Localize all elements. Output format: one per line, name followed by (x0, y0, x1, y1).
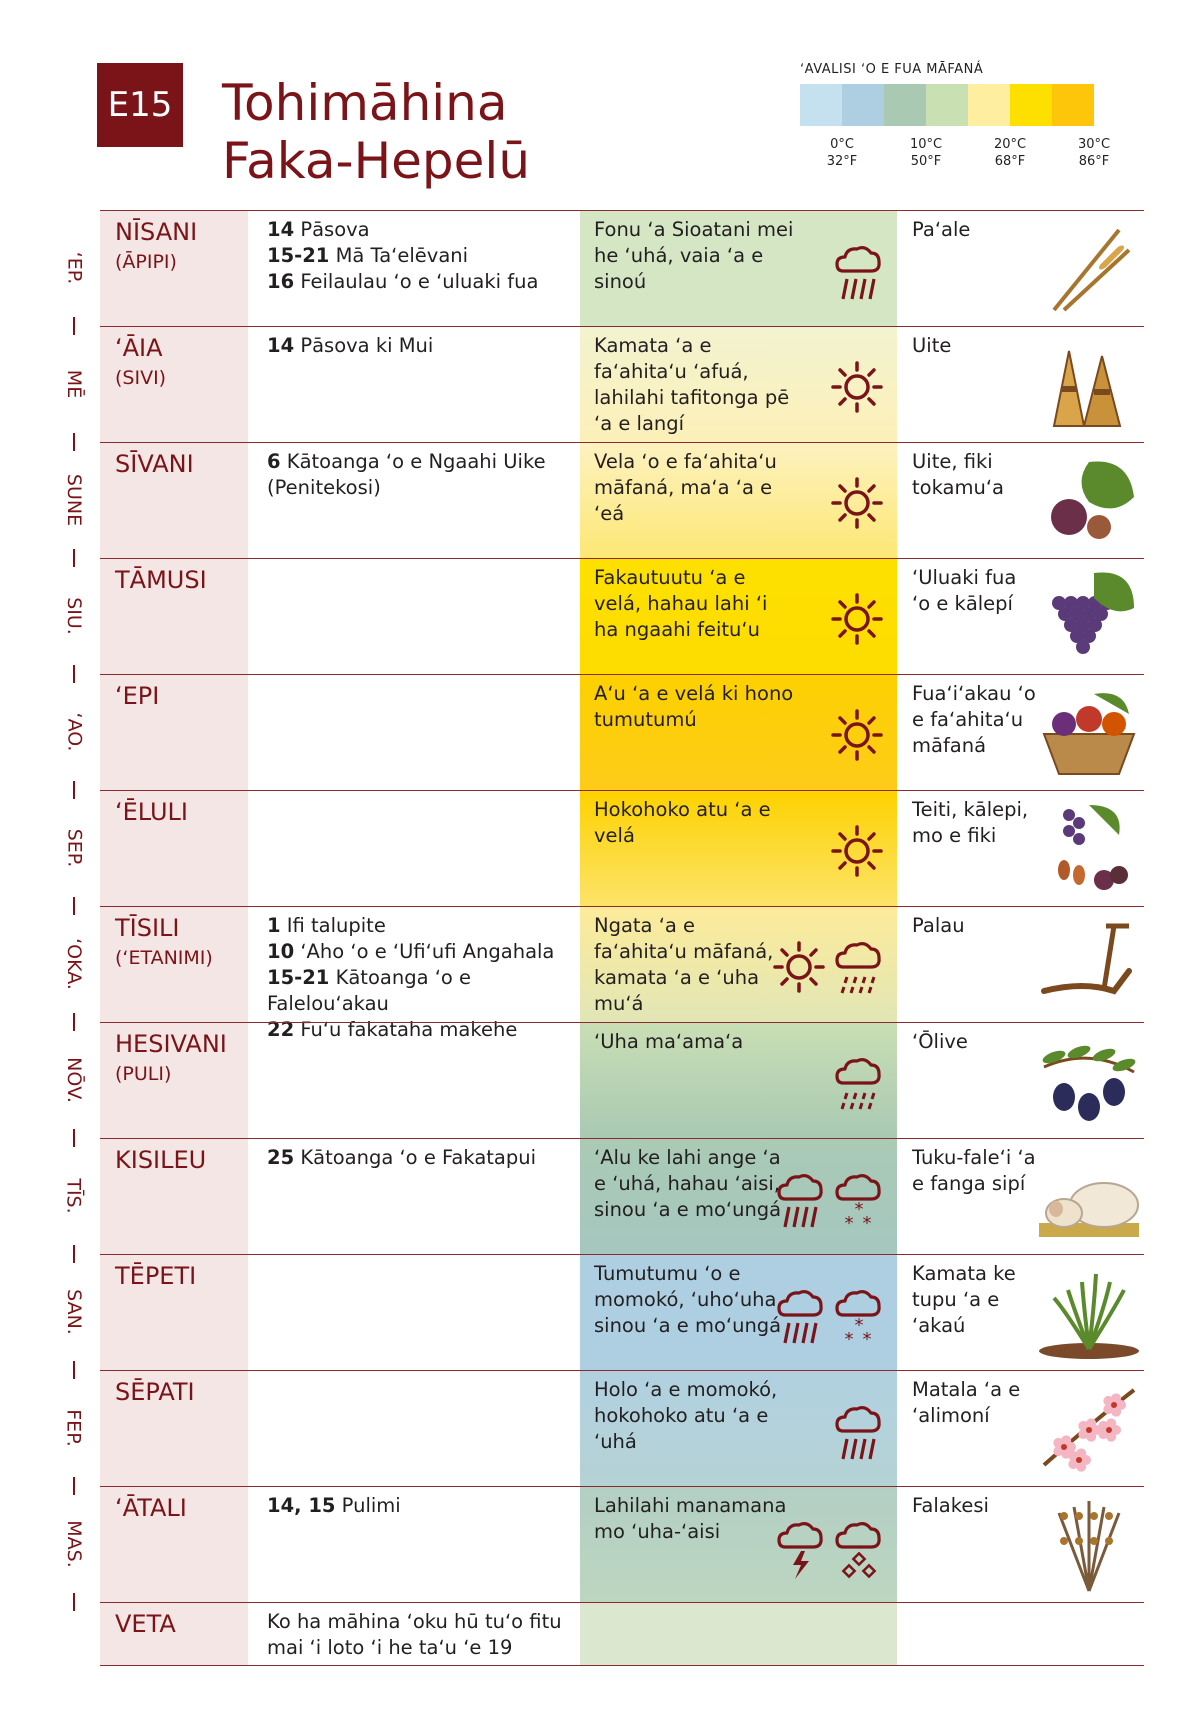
event-text: Mā Taʻelēvani (329, 244, 469, 267)
legend-swatch (968, 84, 1010, 126)
weather-cell (580, 1255, 897, 1371)
weather-icons (771, 937, 885, 1005)
hebrew-month-alt-name: (PULI) (115, 1063, 172, 1085)
gregorian-divider (73, 1129, 75, 1147)
grapes-icon (1034, 563, 1144, 667)
event-text: Pāsova (294, 218, 370, 241)
hebrew-month-alt-name: (ʻETANIMI) (115, 947, 213, 969)
weather-icons (833, 1053, 885, 1121)
event-text: Kātoanga ʻo e Fakatapui (294, 1146, 537, 1169)
event-text: Ko ha māhina ʻoku hū tuʻo fitu mai ʻi loto ʻi he taʻu ʻe 19 (267, 1610, 562, 1659)
gregorian-divider (73, 1593, 75, 1611)
event-text: ʻAho ʻo e ʻUfiʻufi Angahala (294, 940, 555, 963)
events-cell (267, 217, 577, 295)
crop-text: Uite (912, 334, 952, 357)
tick-celsius: 20°C (993, 137, 1027, 152)
event-date: 1 (267, 914, 281, 937)
month-row (100, 442, 1144, 559)
hebrew-month-name: TĪSILI (115, 914, 180, 942)
weather-cell (580, 1487, 897, 1603)
event-date: 14 (267, 334, 295, 357)
month-row (100, 558, 1144, 675)
weather-cell (580, 559, 897, 675)
events-cell (267, 1609, 577, 1661)
gregorian-month-label (44, 470, 104, 530)
sheep-icon (1034, 1143, 1144, 1247)
weather-cell (580, 327, 897, 443)
weather-icons (829, 473, 885, 537)
gregorian-divider (73, 1245, 75, 1263)
crop-text: Uite, fiki tokamuʻa (912, 450, 1004, 499)
legend-tick-0 (812, 136, 872, 170)
weather-text: Aʻu ʻa e velá ki hono tumutumú (594, 682, 794, 731)
event-item (267, 939, 577, 965)
gregorian-divider (73, 317, 75, 335)
event-text: Kātoanga ʻo e Falelouʻakau (267, 966, 472, 1015)
weather-icons (829, 589, 885, 653)
svg-text:*: * (854, 1315, 864, 1336)
event-item (267, 217, 577, 243)
month-row (100, 1602, 1144, 1666)
hebrew-month-name: ʻĀTALI (115, 1494, 187, 1522)
gregorian-month-label (44, 1050, 104, 1110)
events-cell (267, 1493, 577, 1519)
event-item (267, 965, 577, 1017)
weather-text: Hokohoko atu ʻa e velá (594, 798, 771, 847)
gregorian-divider (73, 781, 75, 799)
legend-swatch (926, 84, 968, 126)
hebrew-month-name: TĒPETI (115, 1262, 197, 1290)
gregorian-month-text: NŌV. (62, 1057, 85, 1103)
rain-cloud-icon (833, 1401, 885, 1469)
hebrew-month-name: ʻĀIA (115, 334, 163, 362)
legend-tick-2 (980, 136, 1040, 170)
crop-text: Palau (912, 914, 965, 937)
weather-text: Fakautuutu ʻa e velá, hahau lahi ʻi ha ngaahi feituʻu (594, 566, 768, 641)
month-row (100, 1138, 1144, 1255)
legend-title: ʻAVALISI ʻO E FUA MĀFANÁ (800, 62, 984, 77)
events-cell (267, 449, 577, 501)
weather-cell (580, 1371, 897, 1487)
event-item (267, 1493, 577, 1519)
rain-cloud-icon (775, 1285, 827, 1353)
crop-text: Tuku-faleʻi ʻa e fanga sipí (912, 1146, 1036, 1195)
hail-cloud-icon (833, 1517, 885, 1585)
month-row (100, 1022, 1144, 1139)
weather-cell (580, 791, 897, 907)
event-text: Pulimi (335, 1494, 401, 1517)
event-date: 6 (267, 450, 281, 473)
weather-cell (580, 675, 897, 791)
weather-text: Lahilahi manamana mo ʻuha-ʻaisi (594, 1494, 787, 1543)
tick-fahrenheit: 86°F (1078, 154, 1110, 169)
gregorian-month-text: ʻOKA. (62, 938, 85, 990)
event-date: 22 (267, 1018, 295, 1041)
weather-text: Fonu ʻa Sioatani mei he ʻuhá, vaia ʻa e sinoú (594, 218, 794, 293)
events-cell (267, 1145, 577, 1171)
flax-icon (1034, 1491, 1144, 1595)
month-cell (100, 443, 248, 559)
weather-cell (580, 443, 897, 559)
weather-cell (580, 1139, 897, 1255)
event-date: 16 (267, 270, 295, 293)
hebrew-month-name: NĪSANI (115, 218, 198, 246)
event-text: Feilaulau ʻo e ʻuluaki fua (294, 270, 539, 293)
weather-icons (775, 1169, 885, 1237)
weather-cell (580, 907, 897, 1023)
svg-text:*: * (862, 1329, 872, 1349)
rain-cloud-icon (775, 1169, 827, 1237)
month-cell (100, 1371, 248, 1487)
weather-text: Tumutumu ʻo e momokó, ʻuhoʻuha, sinou ʻa e moʻungá (594, 1262, 783, 1337)
gregorian-month-text: SAN. (62, 1289, 85, 1335)
weather-text: Holo ʻa e momokó, hokohoko atu ʻa e ʻuhá (594, 1378, 778, 1453)
gregorian-month-text: FEP. (62, 1409, 85, 1447)
sun-icon (771, 937, 827, 1005)
legend-swatch (1052, 84, 1094, 126)
storm-cloud-icon (775, 1517, 827, 1585)
legend-swatch (884, 84, 926, 126)
dates-grapes-figs-icon (1034, 795, 1144, 899)
weather-text: Ngata ʻa e faʻahitaʻu māfaná, kamata ʻa e ʻuha muʻá (594, 914, 774, 1015)
gregorian-divider (73, 897, 75, 915)
rain-cloud-icon (833, 241, 885, 309)
legend-swatch (800, 84, 842, 126)
weather-icons (775, 1285, 885, 1353)
gregorian-divider (73, 1361, 75, 1379)
month-row (100, 906, 1144, 1041)
svg-text:*: * (862, 1213, 872, 1233)
plow-icon (1034, 911, 1144, 1015)
month-row (100, 1486, 1144, 1603)
gregorian-divider (73, 433, 75, 451)
month-cell (100, 1603, 248, 1665)
legend-swatches (800, 84, 1094, 126)
hebrew-month-name: TĀMUSI (115, 566, 207, 594)
tick-celsius: 30°C (1077, 137, 1111, 152)
crop-text: Paʻale (912, 218, 971, 241)
gregorian-month-label (44, 354, 104, 414)
light-rain-icon (833, 1053, 885, 1121)
tick-celsius: 0°C (830, 137, 854, 152)
month-cell (100, 907, 248, 1023)
gregorian-month-label (44, 1398, 104, 1458)
tick-fahrenheit: 68°F (994, 154, 1026, 169)
event-item (267, 333, 577, 359)
gregorian-divider (73, 549, 75, 567)
weather-icons (829, 357, 885, 421)
event-text: Fuʻu fakataha makehe (294, 1018, 518, 1041)
weather-text: ʻUha maʻamaʻa (594, 1030, 744, 1053)
crop-text: Matala ʻa e ʻalimoní (912, 1378, 1021, 1427)
sprout-icon (1034, 1259, 1144, 1363)
barley-icon (1034, 215, 1144, 319)
crop-text: Fuaʻiʻakau ʻo e faʻahitaʻu māfaná (912, 682, 1036, 757)
month-cell (100, 211, 248, 327)
gregorian-month-label (44, 586, 104, 646)
event-date: 14 (267, 218, 295, 241)
gregorian-month-label (44, 1282, 104, 1342)
month-cell (100, 791, 248, 907)
month-cell (100, 675, 248, 791)
crop-text: Teiti, kālepi, mo e fiki (912, 798, 1029, 847)
crop-text: ʻUluaki fua ʻo e kālepí (912, 566, 1017, 615)
gregorian-month-text: ʻEP. (63, 251, 85, 285)
light-rain-icon (833, 937, 885, 1005)
temperature-legend (800, 62, 1150, 172)
gregorian-month-text: MAS. (63, 1520, 85, 1568)
hebrew-month-alt-name: (SIVI) (115, 367, 167, 389)
svg-text:*: * (854, 1199, 864, 1220)
event-date: 10 (267, 940, 295, 963)
event-date: 15-21 (267, 966, 330, 989)
hebrew-month-name: ʻĒLULI (115, 798, 188, 826)
event-item (267, 449, 577, 501)
olive-icon (1034, 1027, 1144, 1131)
tick-fahrenheit: 50°F (910, 154, 942, 169)
gregorian-month-strip (44, 210, 104, 1670)
event-text: Ifi talupite (280, 914, 386, 937)
month-row (100, 674, 1144, 791)
crop-text: Kamata ke tupu ʻa e ʻakaú (912, 1262, 1016, 1337)
title-line-2: Faka-Hepelū (222, 132, 531, 190)
events-cell (267, 333, 577, 359)
tick-fahrenheit: 32°F (826, 154, 858, 169)
weather-text: Vela ʻo e faʻahitaʻu māfaná, maʻa ʻa e ʻeá (594, 450, 777, 525)
weather-text: Kamata ʻa e faʻahitaʻu ʻafuá, lahilahi tafitonga pē ʻa e langí (594, 334, 790, 435)
hebrew-month-name: ʻEPI (115, 682, 160, 710)
month-cell (100, 1139, 248, 1255)
weather-text: ʻAlu ke lahi ange ʻa e ʻuhá, hahau ʻaisi, sinou ʻa e moʻungá (594, 1146, 782, 1221)
legend-swatch (1010, 84, 1052, 126)
weather-icons (833, 241, 885, 309)
gregorian-month-label (44, 934, 104, 994)
section-badge: E15 (97, 63, 183, 147)
weather-cell (580, 211, 897, 327)
page-title (222, 74, 530, 190)
gregorian-month-text: ʻAO. (63, 712, 85, 752)
tick-celsius: 10°C (909, 137, 943, 152)
legend-swatch (842, 84, 884, 126)
gregorian-month-text: SUNE (63, 473, 85, 527)
almond-blossom-icon (1034, 1375, 1144, 1479)
sun-icon (829, 357, 885, 421)
weather-icons (829, 821, 885, 885)
hebrew-month-name: HESIVANI (115, 1030, 227, 1058)
sun-icon (829, 705, 885, 769)
gregorian-divider (73, 665, 75, 683)
gregorian-month-text: SEP. (62, 828, 85, 868)
month-cell (100, 1255, 248, 1371)
snow-cloud-icon (833, 1169, 885, 1237)
sun-icon (829, 821, 885, 885)
hebrew-month-name: KISILEU (115, 1146, 207, 1174)
hebrew-month-alt-name: (ĀPIPI) (115, 251, 177, 273)
month-cell (100, 1023, 248, 1139)
weather-cell (580, 1023, 897, 1139)
gregorian-month-text: MĒ (63, 369, 85, 399)
sun-icon (829, 473, 885, 537)
event-item (267, 1145, 577, 1171)
event-item (267, 243, 577, 269)
gregorian-divider (73, 1477, 75, 1495)
snow-cloud-icon (833, 1285, 885, 1353)
month-row (100, 1254, 1144, 1371)
gregorian-month-label (44, 818, 104, 878)
month-cell (100, 559, 248, 675)
fig-icon (1034, 447, 1144, 551)
event-date: 25 (267, 1146, 295, 1169)
wheat-sheaves-icon (1034, 331, 1144, 435)
gregorian-month-label (44, 1166, 104, 1226)
month-row (100, 1370, 1144, 1487)
crop-text: Falakesi (912, 1494, 989, 1517)
crop-text: ʻŌlive (912, 1030, 968, 1053)
event-text: Kātoanga ʻo e Ngaahi Uike (Penitekosi) (267, 450, 546, 499)
event-date: 15-21 (267, 244, 330, 267)
gregorian-month-label (44, 702, 104, 762)
svg-text:*: * (844, 1329, 854, 1349)
month-row (100, 210, 1144, 327)
sun-icon (829, 589, 885, 653)
hebrew-month-name: SĒPATI (115, 1378, 195, 1406)
gregorian-month-text: TĪS. (63, 1178, 85, 1214)
gregorian-month-label (44, 1514, 104, 1574)
month-cell (100, 327, 248, 443)
legend-tick-1 (896, 136, 956, 170)
gregorian-divider (73, 1013, 75, 1031)
title-line-1: Tohimāhina (222, 74, 508, 132)
event-text: Pāsova ki Mui (294, 334, 434, 357)
month-row (100, 326, 1144, 443)
gregorian-month-label (44, 238, 104, 298)
weather-icons (829, 705, 885, 769)
gregorian-month-text: SIU. (63, 597, 85, 635)
event-item (267, 913, 577, 939)
month-cell (100, 1487, 248, 1603)
event-item (267, 1609, 577, 1661)
weather-icons (775, 1517, 885, 1585)
month-row (100, 790, 1144, 907)
legend-tick-3 (1064, 136, 1124, 170)
weather-cell (580, 1603, 897, 1665)
weather-icons (833, 1401, 885, 1469)
event-item (267, 269, 577, 295)
hebrew-month-name: VETA (115, 1610, 176, 1638)
svg-text:*: * (844, 1213, 854, 1233)
event-date: 14, 15 (267, 1494, 336, 1517)
fruit-basket-icon (1034, 679, 1144, 783)
hebrew-month-name: SĪVANI (115, 450, 194, 478)
